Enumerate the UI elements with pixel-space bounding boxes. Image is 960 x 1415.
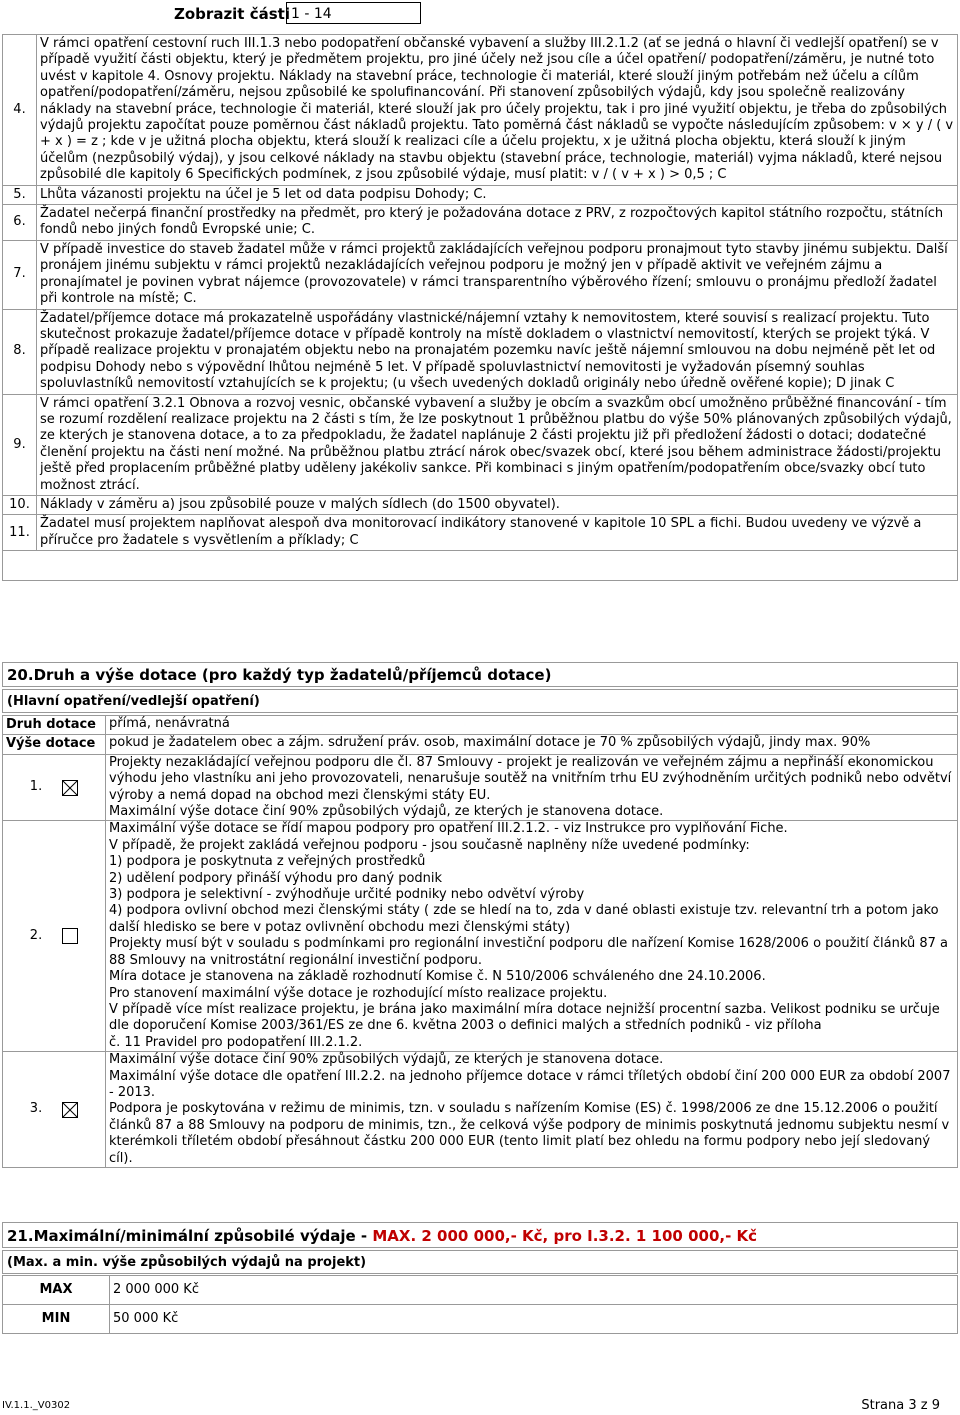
subsidy-type-label: Druh dotace [3, 716, 106, 735]
condition-row [3, 205, 958, 241]
section-21-header [2, 1222, 958, 1248]
empty-row [3, 551, 958, 581]
min-row [3, 1305, 958, 1334]
condition-number: 9. [3, 394, 37, 495]
conditions-table [2, 34, 958, 581]
subsidy-option-text [106, 1052, 958, 1168]
display-parts-label: Zobrazit části [174, 5, 290, 23]
section-21-title-main: 21.Maximální/minimální způsobilé výdaje - [7, 1227, 373, 1245]
condition-number: 6. [3, 205, 37, 241]
option-line: V případě více míst realizace projektu, je brána jako maximální míra dotace nejnižší procentní sazba. Velikost podniku se určuje dle doporučení Komise 2003/361/ES ze dne 6. května 2003 o definici malých a středních podniků - viz příloha [109, 1001, 940, 1034]
subsidy-option-row [3, 821, 958, 1052]
section-20-title: 20.Druh a výše dotace (pro každý typ žadatelů/příjemců dotace) [7, 666, 552, 684]
condition-number: 5. [3, 185, 37, 204]
condition-text: Žadatel nečerpá finanční prostředky na předmět, pro který je požadována dotace z PRV, z rozpočtových kapitol státního rozpočtu, státních fondů nebo jiných fondů Evropské unie; C. [37, 205, 958, 241]
condition-number: 11. [3, 515, 37, 551]
option-line: 4) podpora ovlivní obchod mezi členskými státy ( zde se hledí na to, zda v dané oblasti existuje tzv. relevantní trh a potom jako další hledisko se bere v potaz ovlivnění obchodu mezi členskými státy) [109, 903, 939, 935]
checked-checkbox[interactable] [62, 1102, 78, 1118]
option-line: Projekty musí být v souladu s podmínkami pro regionální investiční podporu dle nařízení Komise 1628/2006 o použití článků 87 a 88 Smlouvy na vnitrostátní regionální investiční podporu. [109, 936, 948, 968]
subsidy-amount-row [3, 735, 958, 754]
empty-cell [3, 551, 958, 581]
option-line: 1) podpora je poskytnuta z veřejných prostředků [109, 854, 426, 870]
option-line: Projekty nezakládající veřejnou podporu dle čl. 87 Smlouvy - projekt je realizován ve veřejném zájmu a nepřináší ekonomickou výhodu jeho vlastníku ani jeho provozovateli, nenarušuje soutěž na vnitřním trhu EU zvýhodněním určitých podniků nebo odvětví výroby a nemá dopad na obchod mezi členskými státy EU. [109, 754, 952, 803]
max-label: MAX [3, 1276, 110, 1305]
subsidy-option-text [106, 754, 958, 821]
condition-text: Náklady v záměru a) jsou způsobilé pouze v malých sídlech (do 1500 obyvatel). [37, 495, 958, 514]
section-20-subheader [2, 689, 958, 713]
section-20-header [2, 662, 958, 687]
subsidy-type-row [3, 716, 958, 735]
subsidy-type-value: přímá, nenávratná [106, 716, 958, 735]
subsidy-option-row [3, 1052, 958, 1168]
condition-number: 8. [3, 309, 37, 394]
section-21-subtitle: (Max. a min. výše způsobilých výdajů na projekt) [7, 1255, 367, 1270]
subsidy-option-selector [3, 1052, 106, 1168]
option-number: 3. [29, 1101, 43, 1117]
option-line: Maximální výše dotace se řídí mapou podpory pro opatření III.2.1.2. - viz Instrukce pro vyplňování Fiche. [109, 821, 788, 837]
option-line: Maximální výše dotace dle opatření III.2.2. na jednoho příjemce dotace v rámci tříletých období činí 200 000 EUR za období 2007 - 2013. [109, 1068, 951, 1100]
condition-text: Lhůta vázanosti projektu na účel je 5 let od data podpisu Dohody; C. [37, 185, 958, 204]
condition-row [3, 495, 958, 514]
min-value: 50 000 Kč [110, 1305, 958, 1334]
document-code: IV.1.1._V0302 [2, 1400, 71, 1411]
subsidy-amount-value: pokud je žadatelem obec a zájm. sdružení práv. osob, maximální dotace je 70 % způsobilých výdajů, jindy max. 90% [106, 735, 958, 754]
option-number: 2. [29, 928, 43, 944]
condition-row [3, 309, 958, 394]
section-20-subtitle: (Hlavní opatření/vedlejší opatření) [7, 694, 260, 709]
condition-text: Žadatel/příjemce dotace má prokazatelně uspořádány vlastnické/nájemní vztahy k nemovitostem, které souvisí s realizací projektu. Tuto skutečnost prokazuje žadatel/příjemce dotace v případě kontroly na místě dokladem o vlastnictví nemovitostí, kterých se projekt týká. V případě realizace projektu v pronajatém objektu nebo na pronajatém pozemku navíc ještě nájemní smlouvou na dobu nejméně pět let od podpisu Dohody nebo s výpovědní lhůtou nejméně 5 let. V případě spoluvlastnictví nemovitosti je vyžadován písemný souhlas spoluvlastníků nemovitostí vztahujících se k projektu; (u všech uvedených dokladů originály nebo úředně ověřené kopie); D jinak C [37, 309, 958, 394]
option-line: Maximální výše dotace činí 90% způsobilých výdajů, ze kterých je stanovena dotace. [109, 804, 664, 820]
subsidy-option-selector [3, 754, 106, 821]
condition-number: 4. [3, 35, 37, 186]
min-label: MIN [3, 1305, 110, 1334]
condition-row [3, 394, 958, 495]
section-21-title [3, 1223, 957, 1249]
unchecked-checkbox[interactable] [62, 928, 78, 944]
condition-number: 10. [3, 495, 37, 514]
condition-number: 7. [3, 240, 37, 309]
expenses-table [2, 1275, 958, 1334]
condition-row [3, 240, 958, 309]
cross-icon [63, 1103, 77, 1117]
option-line: V případě, že projekt zakládá veřejnou podporu - jsou současně naplněny níže uvedené podmínky: [109, 837, 750, 853]
max-value: 2 000 000 Kč [110, 1276, 958, 1305]
subsidy-table [2, 715, 958, 1168]
page-number: Strana 3 z 9 [861, 1398, 940, 1413]
subsidy-option-selector [3, 821, 106, 1052]
condition-row [3, 515, 958, 551]
cross-icon [63, 781, 77, 795]
condition-row [3, 185, 958, 204]
subsidy-amount-label: Výše dotace [3, 735, 106, 754]
max-row [3, 1276, 958, 1305]
option-line: Podpora je poskytována v režimu de minimis, tzn. v souladu s nařízením Komise (ES) č. 1998/2006 ze dne 15.12.2006 o použití článků 87 a 88 Smlouvy na podporu de minimis, tzn., že celková výše podpory de minimis poskytnutá jednomu subjektu nesmí v kterémkoli tříletém období přesáhnout částku 200 000 EUR (tento limit platí bez ohledu na formu podpory nebo její sledovaný cíl). [109, 1101, 950, 1166]
option-number: 1. [29, 779, 43, 795]
option-line: Míra dotace je stanovena na základě rozhodnutí Komise č. N 510/2006 schváleného dne 24.10.2006. [109, 969, 766, 985]
option-line: č. 11 Pravidel pro podopatření III.2.1.2. [109, 1034, 363, 1050]
condition-row [3, 35, 958, 186]
condition-text: Žadatel musí projektem naplňovat alespoň dva monitorovací indikátory stanovené v kapitole 10 SPL a fichi. Budou uvedeny ve výzvě a příručce pro žadatele s vysvětlením a příklady; C [37, 515, 958, 551]
option-line: Pro stanovení maximální výše dotace je rozhodující místo realizace projektu. [109, 985, 608, 1001]
display-parts-input[interactable]: 1 - 14 [286, 2, 421, 24]
checked-checkbox[interactable] [62, 780, 78, 796]
option-line: 2) udělení podpory přináší výhodu pro daný podnik [109, 870, 443, 886]
condition-text: V případě investice do staveb žadatel může v rámci projektů zakládajících veřejnou podporu pronajmout tyto stavby jinému subjektu. Další pronájem jinému subjektu v rámci projektů nezakládajících veřejnou podporu je možný jen v případě aktivit ve veřejném zájmu a pronajímatel je povinen vybrat nájemce (provozovatele) v rámci transparentního výběrového řízení; smlouvu o pronájmu předloží žadatel při kontrole na místě; C. [37, 240, 958, 309]
subsidy-option-text [106, 821, 958, 1052]
condition-text: V rámci opatření 3.2.1 Obnova a rozvoj vesnic, občanské vybavení a služby je obcím a svazkům obcí umožněno průběžné financování - tím se rozumí rozdělení realizace projektu na 2 části s tím, že lze poskytnout 1 průběžnou platbu do výše 50% plánovaných způsobilých výdajů, ze kterých je stanovena dotace, a to za předpokladu, že žadatel naplánuje 2 části projektu již při předložení žádosti o dotaci; dodatečné členění projektu na části není možné. Na průběžnou platbu ztrácí nárok obec/svazek obcí, které jsou během administrace žádosti/projektu ještě před proplacením průběžné platby uděleny jakékoliv sankce. Při kombinaci s jiným opatřením/podopatřením obce/svazky obcí tuto možnost ztrácí. [37, 394, 958, 495]
option-line: 3) podpora je selektivní - zvýhodňuje určité podniky nebo odvětví výroby [109, 887, 585, 903]
condition-text: V rámci opatření cestovní ruch III.1.3 nebo podopatření občanské vybavení a služby III.2.1.2 (ať se jedná o hlavní či vedlejší opatření) se v případě využití části objektu, který je předmětem projektu, pro jiné účely než jsou cíle a účel opatření/ podopatření/záměru, je nutné toto uvést v kapitole 4. Osnovy projektu. Náklady na stavební práce, technologie či materiál, které slouží jiným potřebám než účelu a cílům opatření/podopatření/záměru, nejsou způsobilé ke spolufinancování. Při stanovení způsobilých výdajů, kdy jsou společně realizovány náklady na stavební práce, technologie či materiál, které slouží jak pro účely projektu, tak i pro jiné využití objektu, je třeba do způsobilých výdajů projektu započítat pouze poměrnou část nákladů projektu. Tato poměrná část nákladů se vypočte následujícím způsobem: v × y / ( v + x ) = z ; kde v je užitná plocha objektu, která slouží k realizaci cíle a účelu projektu, x je užitná plocha objektu, která slouží k jiným účelům (nezpůsobilý výdaj), y jsou celkové náklady na stavbu objektu (stavební práce, technologie, materiál) vyjma nákladů, které nejsou způsobilé dle kapitoly 6 Specifických podmínek, z jsou způsobilé výdaje, musí platit: v / ( v + x ) > 0,5 ; C [37, 35, 958, 186]
section-21-title-limits: MAX. 2 000 000,- Kč, pro I.3.2. 1 100 000,- Kč [372, 1227, 758, 1245]
option-line: Maximální výše dotace činí 90% způsobilých výdajů, ze kterých je stanovena dotace. [109, 1052, 664, 1068]
subsidy-option-row [3, 754, 958, 821]
section-21-subheader [2, 1250, 958, 1274]
